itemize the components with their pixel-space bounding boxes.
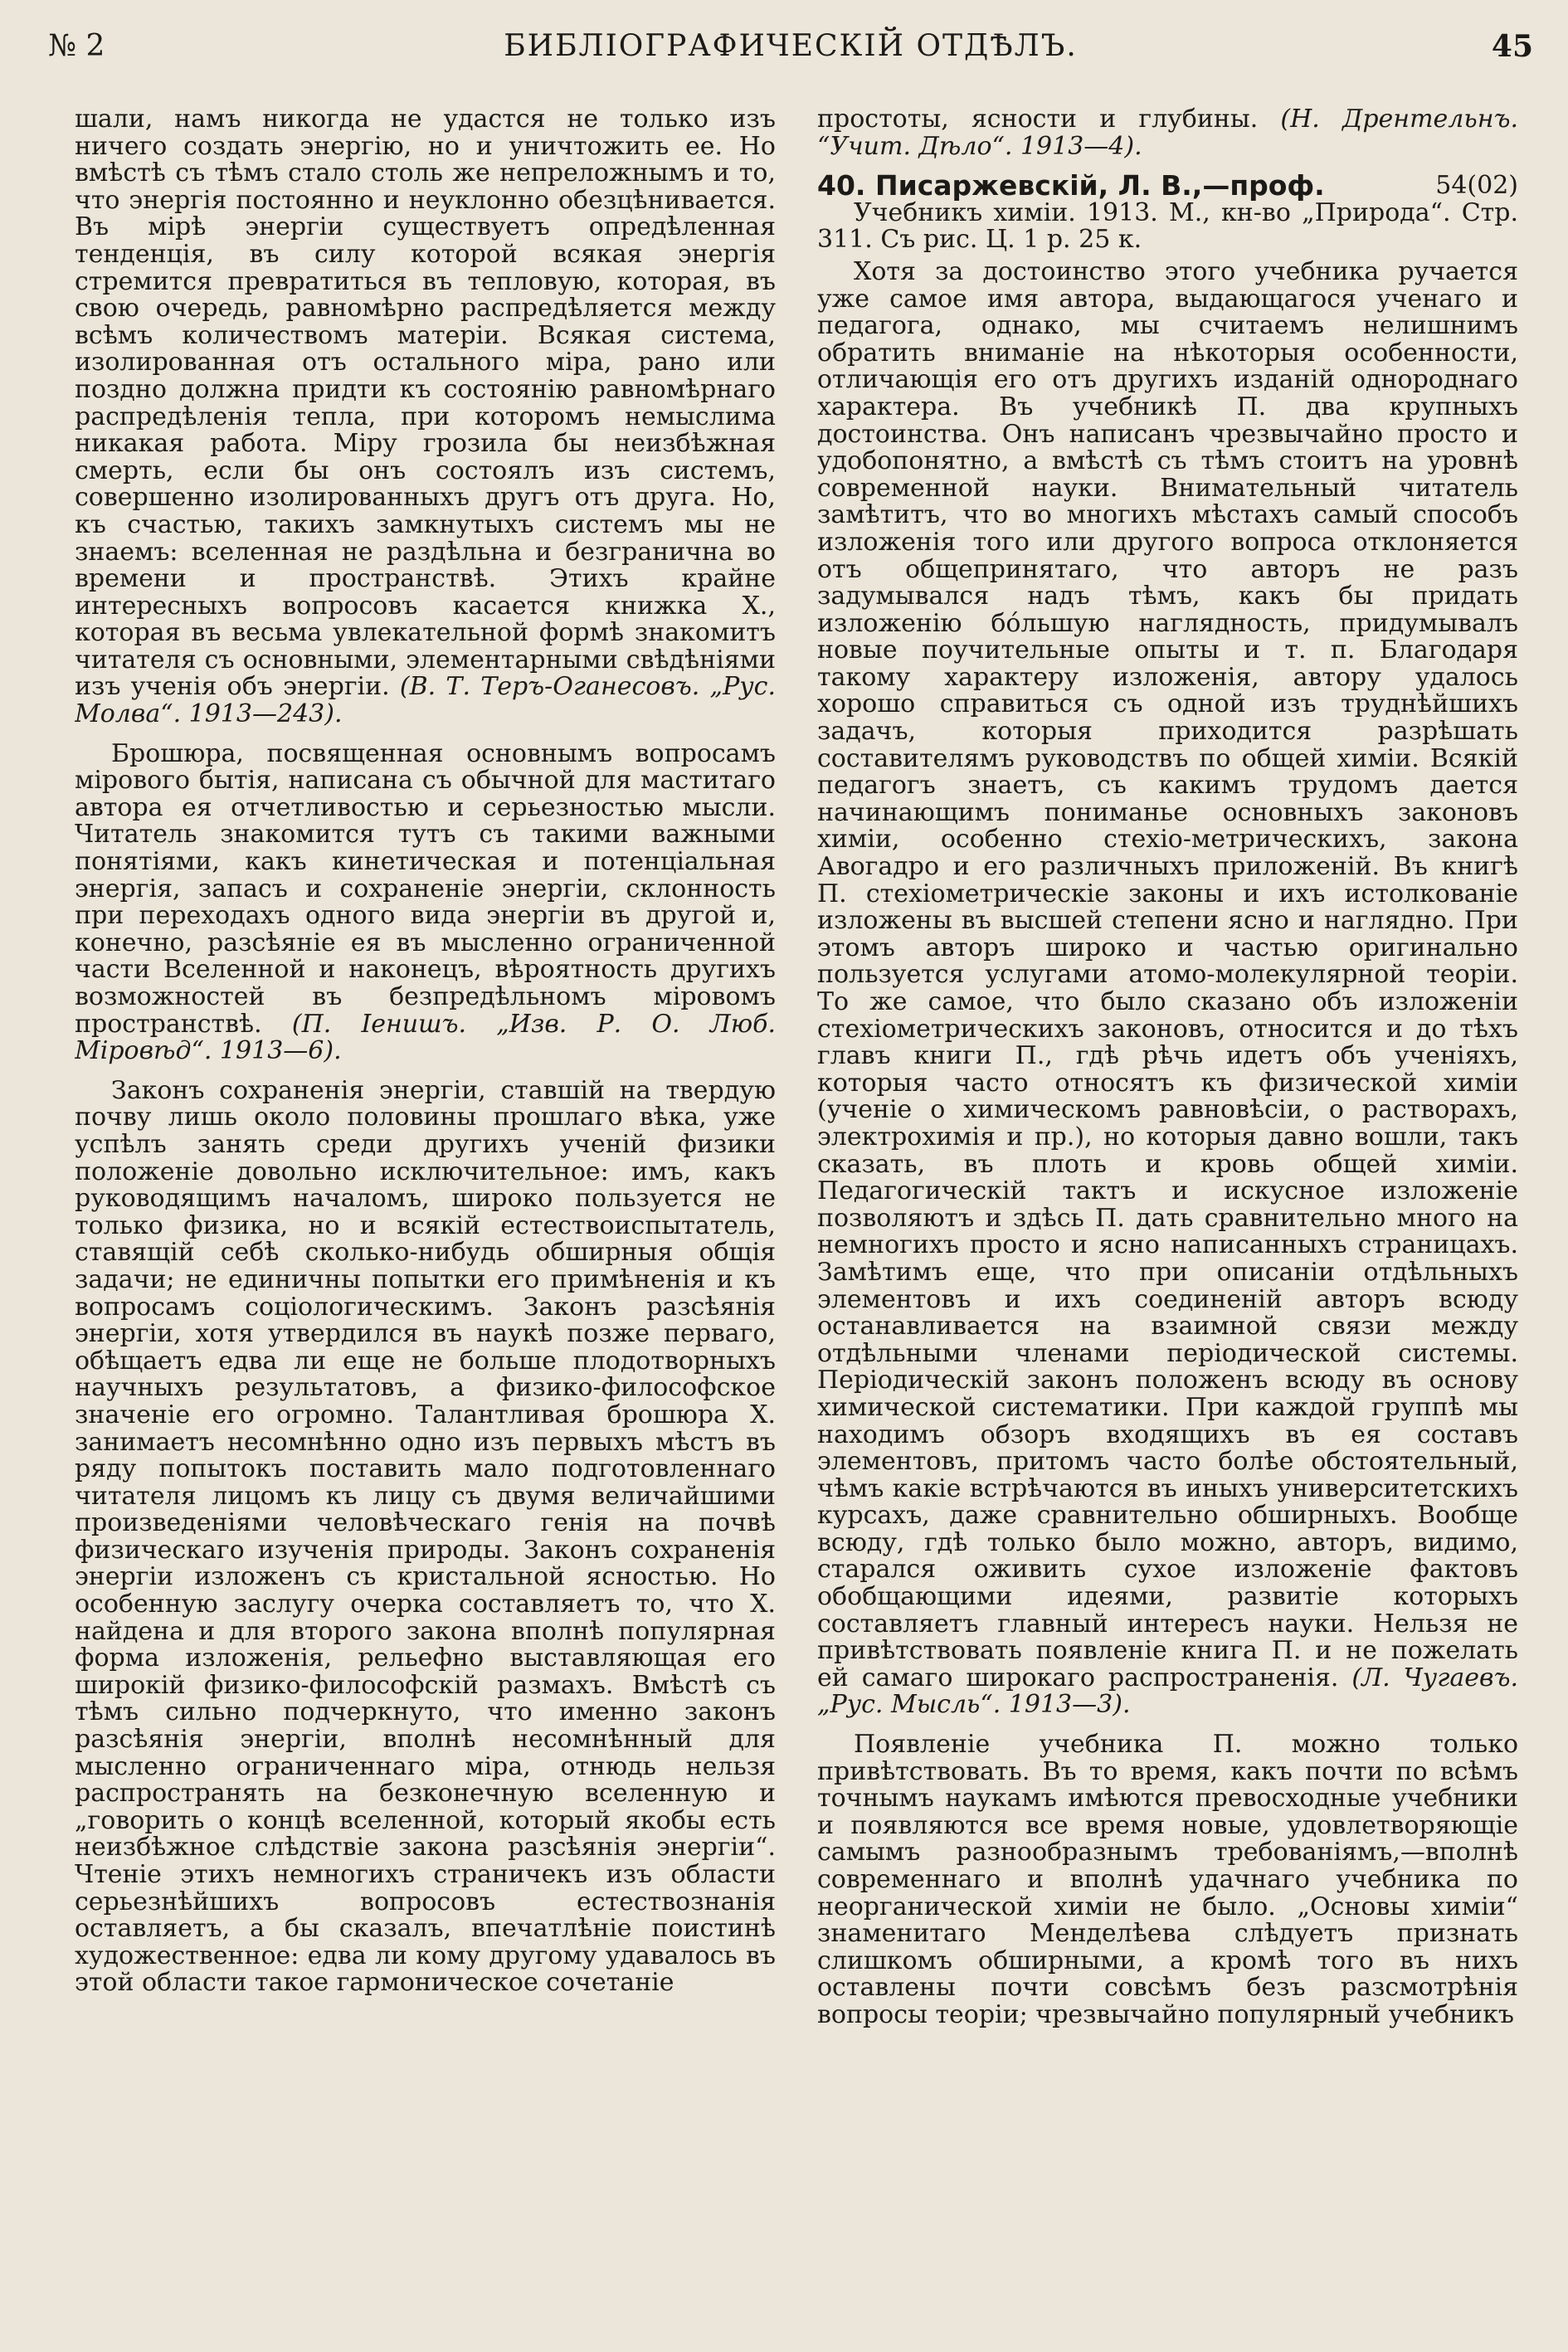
review-text: Хотя за достоинство этого учебника ручается уже самое имя автора, выдающагося ученаго и педагога, однако, мы считаемъ нелишнимъ обратить вниманіе на нѣкоторыя особенности, отличающія его отъ другихъ изданій однороднаго характера. Въ учебникѣ П. два крупныхъ достоинства. Онъ написанъ чрезвычайно просто и удобопонятно, а вмѣстѣ съ тѣмъ стоитъ на уровнѣ современной науки. Внимательный читатель замѣтитъ, что во многихъ мѣстахъ самый способъ изложенія того или другого вопроса отклоняется отъ общепринятаго, что авторъ не разъ задумывался надъ тѣмъ, какъ бы придать изложенію бо́льшую наглядность, придумывалъ новые поучительные опыты и т. п. Благодаря такому характеру изложенія, автору удалось хорошо справиться съ одной изъ труднѣйшихъ задачъ, которыя приходится разрѣшать составителямъ руководствъ по общей химіи. Всякій педагогъ знаетъ, съ какимъ трудомъ дается начинающимъ пониманье основныхъ законовъ химіи, особенно стехіо-метрическихъ, закона Авогадро и его различныхъ приложеній. Въ книгѣ П. стехіометрическіе законы и ихъ истолкованіе изложены въ высшей степени ясно и наглядно. При этомъ авторъ широко и частью оригинально пользуется услугами атомо-молекулярной теоріи. То же самое, что было сказано объ изложеніи стехіометрическихъ законовъ, относится и до тѣхъ главъ книги П., гдѣ рѣчь идетъ объ ученіяхъ, которыя часто относятъ къ физической химіи (ученіе о химическомъ равновѣсіи, о растворахъ, электрохимія и пр.), но которыя давно вошли, такъ сказать, въ плоть и кровь общей химіи. Педагогическій тактъ и искусное изложеніе позволяютъ и здѣсь П. дать сравнительно много на немногихъ просто и ясно написанныхъ страницахъ. Замѣтимъ еще, что при описаніи отдѣльныхъ элементовъ и ихъ соединеній авторъ всюду останавливается на взаимной связи между отдѣльными членами періодической системы. Періодическій законъ положенъ всюду въ основу химической систематики. При каждой группѣ мы находимъ обзоръ входящихъ въ ея составъ элементовъ, притомъ часто болѣе обстоятельный, чѣмъ какіе встрѣчаются въ иныхъ университетскихъ курсахъ, даже сравнительно обширныхъ. Вообще всюду, гдѣ только было можно, авторъ, видимо, старался оживить сухое изложеніе фактовъ обобщающими идеями, развитіе которыхъ составляетъ главный интересъ науки. Нельзя не привѣтствовать появленіе книга П. и не пожелать ей самаго широкаго распространенія. (817, 256, 1518, 1692)
page-number: 45 (1491, 29, 1533, 64)
review-text: шали, намъ никогда не удастся не только изъ ничего создать энергію, но и уничтожить ее. Но вмѣстѣ съ тѣмъ стало столь же непреложнымъ и то, что энергія постоянно и неуклонно обезцѣнивается. Въ мірѣ энергіи существуетъ опредѣленная тенденція, въ силу которой всякая энергія стремится превратиться въ тепловую, которая, въ свою очередь, равномѣрно распредѣляется между всѣмъ количествомъ матеріи. Всякая система, изолированная отъ остального міра, рано или поздно должна придти къ состоянію равномѣрнаго распредѣленія тепла, при которомъ немыслима никакая работа. Міру грозила бы неизбѣжная смерть, если бы онъ состоялъ изъ системъ, совершенно изолированныхъ другъ отъ друга. Но, къ счастью, такихъ замкнутыхъ системъ мы не знаемъ: вселенная не раздѣльна и безгранична во времени и пространствѣ. Этихъ крайне интересныхъ вопросовъ касается книжка Х., которая въ весьма увлекательной формѣ знакомитъ читателя съ основными, элементарными свѣдѣніями изъ ученія объ энергіи. (75, 106, 776, 702)
right-column (817, 106, 1518, 2338)
review-text: Появленіе учебника П. можно только привѣтствовать. Въ то время, какъ почти по всѣмъ точнымъ наукамъ имѣются превосходные учебники и появляются все время новые, удовлетворяющіе самымъ разнообразнымъ требованіямъ,—вполнѣ современнаго и вполнѣ удачнаго учебника по неорганической химіи не было. „Основы химіи“ знаменитаго Менделѣева слѣдуетъ признать слишкомъ обширными, а кромѣ того въ нихъ оставлены почти совсѣмъ безъ разсмотрѣнія вопросы теоріи; чрезвычайно популярный учебникъ (817, 1730, 1518, 2029)
entry-author: Писаржевскій, Л. В.,—проф. (874, 169, 1325, 202)
section-title: БИБЛІОГРАФИЧЕСКІЙ ОТДѢЛЪ. (504, 29, 1078, 63)
review-text: Брошюра, посвященная основнымъ вопросамъ мірового бытія, написана съ обычной для маститаго автора ея отчетливостью и серьезностью мысли. Читатель знакомится тутъ съ такими важными понятіями, какъ кинетическая и потенціальная энергія, запасъ и сохраненіе энергіи, склонность при переходахъ одного вида энергіи въ другой и, конечно, разсѣяніе ея въ мысленно ограниченной части Вселенной и наконецъ, вѣроятность другихъ возможностей въ безпредѣльномъ міровомъ пространствѣ. (75, 738, 776, 1039)
left-paragraph-1 (75, 106, 776, 728)
review-text: Законъ сохраненія энергіи, ставшій на твердую почву лишь около половины прошлаго вѣка, уже успѣлъ занять среди другихъ ученій физики положеніе довольно исключительное: имъ, какъ руководящимъ началомъ, широко пользуется не только физика, но и всякій естествоиспытатель, ставящій себѣ сколько-нибудь обширныя общія задачи; не единичны попытки его примѣненія и къ вопросамъ соціологическимъ. Законъ разсѣянія энергіи, хотя утвердился въ наукѣ позже перваго, обѣщаетъ едва ли еще не больше плодотворныхъ научныхъ результатовъ, а физико-философское значеніе его огромно. Талантливая брошюра Х. занимаетъ несомнѣнно одно изъ первыхъ мѣстъ въ ряду попытокъ поставить мало подготовленнаго читателя лицомъ къ лицу съ двумя величайшими произведеніями человѣческаго генія на почвѣ физическаго изученія природы. Законъ сохраненія энергіи изложенъ съ кристальной ясностью. Но особенную заслугу очерка составляетъ то, что Х. найдена и для второго закона вполнѣ популярная форма изложенія, рельефно выставляющая его широкій физико-философскій размахъ. Вмѣстѣ съ тѣмъ сильно подчеркнуто, что именно законъ разсѣянія энергіи, вполнѣ несомнѣнный для мысленно ограниченнаго міра, отнюдь нельзя распространять на безконечную вселенную и „говорить о концѣ вселенной, который якобы есть неизбѣжное слѣдствіе закона разсѣянія энергіи“. Чтеніе этихъ немногихъ страничекъ изъ области серьезнѣйшихъ вопросовъ естествознанія оставляетъ, а бы сказалъ, впечатлѣніе поистинѣ художественное: едва ли кому другому удавалось въ этой области такое гармоническое сочетаніе (75, 1075, 776, 1998)
page-header (48, 22, 1533, 71)
entry-number: 40. (817, 169, 866, 202)
review-text: простоты, ясности и глубины. (817, 106, 1259, 134)
bibliography-entry (817, 169, 1518, 255)
review-source: (П. Іенишъ. „Изв. Р. О. Люб. Міровѣд“. 1913—6). (75, 1009, 776, 1066)
left-paragraph-3 (75, 1075, 776, 1998)
left-paragraph-2 (75, 738, 776, 1066)
review-source: (Н. Дрентельнъ. “Учит. Дѣло“. 1913—4). (817, 106, 1518, 161)
entry-classification: 54(02) (1435, 171, 1518, 201)
entry-publication: Учебникъ химіи. 1913. М., кн-во „Природа“. Стр. 311. Съ рис. Ц. 1 р. 25 к. (817, 197, 1518, 255)
entry-heading (817, 169, 1518, 202)
right-paragraph-2 (817, 1731, 1518, 2029)
right-paragraph-0 (817, 106, 1518, 160)
review-source: (В. Т. Теръ-Оганесовъ. „Рус. Молва“. 1913—243). (75, 672, 776, 729)
review-source: (Л. Чугаевъ. „Рус. Мысль“. 1913—3). (817, 1663, 1518, 1720)
issue-number: № 2 (48, 29, 105, 63)
right-paragraph-1 (817, 256, 1518, 1720)
left-column (75, 106, 776, 2338)
